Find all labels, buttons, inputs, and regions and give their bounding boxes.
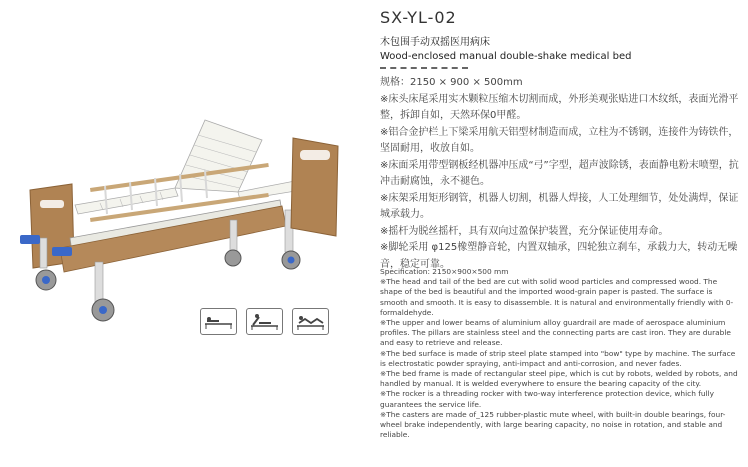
spec-en-line: ※The upper and lower beams of aluminium alloy guardrail are made of aerospace aluminium profiles. The pillars are stainless steel and the connecting parts are cast iron. They are durable and easy to retrieve and release. bbox=[380, 318, 731, 348]
spec-cn-line: ※铝合金护栏上下梁采用航天铝型材制造而成，立柱为不锈钢，连接件为铸铁件，坚固耐用，收放自如。 bbox=[380, 126, 739, 154]
product-title-cn: 木包围手动双摇医用病床 bbox=[380, 37, 490, 48]
spec-cn-line: ※脚轮采用 φ125橡塑静音轮，内置双轴承，四轮独立刹车，承载力大，转动无噪音，稳定可靠。 bbox=[380, 242, 738, 270]
model-number: SX-YL-02 bbox=[380, 8, 457, 27]
spec-cn-line: ※床面采用带型钢板经机器冲压成“弓”字型，超声波除锈，表面静电粉末喷塑，抗冲击耐腐蚀，永不褪色。 bbox=[380, 159, 739, 187]
bed-product-image bbox=[0, 0, 370, 467]
bed-position-thumbnails bbox=[200, 308, 329, 335]
divider bbox=[380, 67, 468, 69]
spec-en bbox=[380, 267, 740, 440]
knee-raised-position-icon bbox=[292, 308, 329, 335]
flat-position-icon bbox=[200, 308, 237, 335]
raised-back-position-icon bbox=[246, 308, 283, 335]
spec-cn-line: 规格：2150 × 900 × 500mm bbox=[380, 77, 523, 88]
spec-cn-line: ※床头床尾采用实木颗粒压缩木切割而成，外形美观张贴进口木纹纸，表面光滑平整，拆卸自如，天然环保0甲醛。 bbox=[380, 93, 739, 121]
spec-en-line: ※The bed surface is made of strip steel plate stamped into "bow" type by machine. The surface is electrostatic powder spraying, anti-impact and anti-corrosion, and never fades. bbox=[380, 348, 736, 368]
spec-en-line: Specification: 2150×900×500 mm bbox=[380, 267, 509, 276]
spec-cn-line: ※床架采用矩形钢管，机器人切割，机器人焊接，人工处理细节，处处满焊，保证城承载力。 bbox=[380, 192, 739, 220]
bed-headboard bbox=[291, 138, 338, 236]
spec-en-line: ※The bed frame is made of rectangular steel pipe, which is cut by robots, welded by robots, and handled by manual. It is welded everywhere to ensure the bearing capacity of the city. bbox=[380, 369, 738, 389]
product-title-en: Wood-enclosed manual double-shake medical bed bbox=[380, 51, 632, 62]
spec-cn bbox=[380, 75, 740, 273]
spec-en-line: ※The rocker is a threading rocker with two-way interference protection device, which fully guarantees the service life. bbox=[380, 389, 714, 409]
spec-en-line: ※The head and tail of the bed are cut with solid wood particles and compressed wood. The shape of the bed is beautiful and the imported wood-grain paper is pasted. The surface is smooth and smooth. It is easy to disassemble. It is natural and environmentally friendly with 0-formaldehyde. bbox=[380, 277, 734, 317]
spec-cn-line: ※摇杆为脱丝摇杆，具有双向过盈保护装置，充分保证使用寿命。 bbox=[380, 225, 669, 237]
bed-frame bbox=[40, 200, 293, 318]
spec-en-line: ※The casters are made of_125 rubber-plastic mute wheel, with built-in double bearings, four-wheel brake independently, with large bearing capacity, no noise in rotation, and stable and reliable. bbox=[380, 409, 726, 440]
product-description bbox=[380, 8, 740, 273]
